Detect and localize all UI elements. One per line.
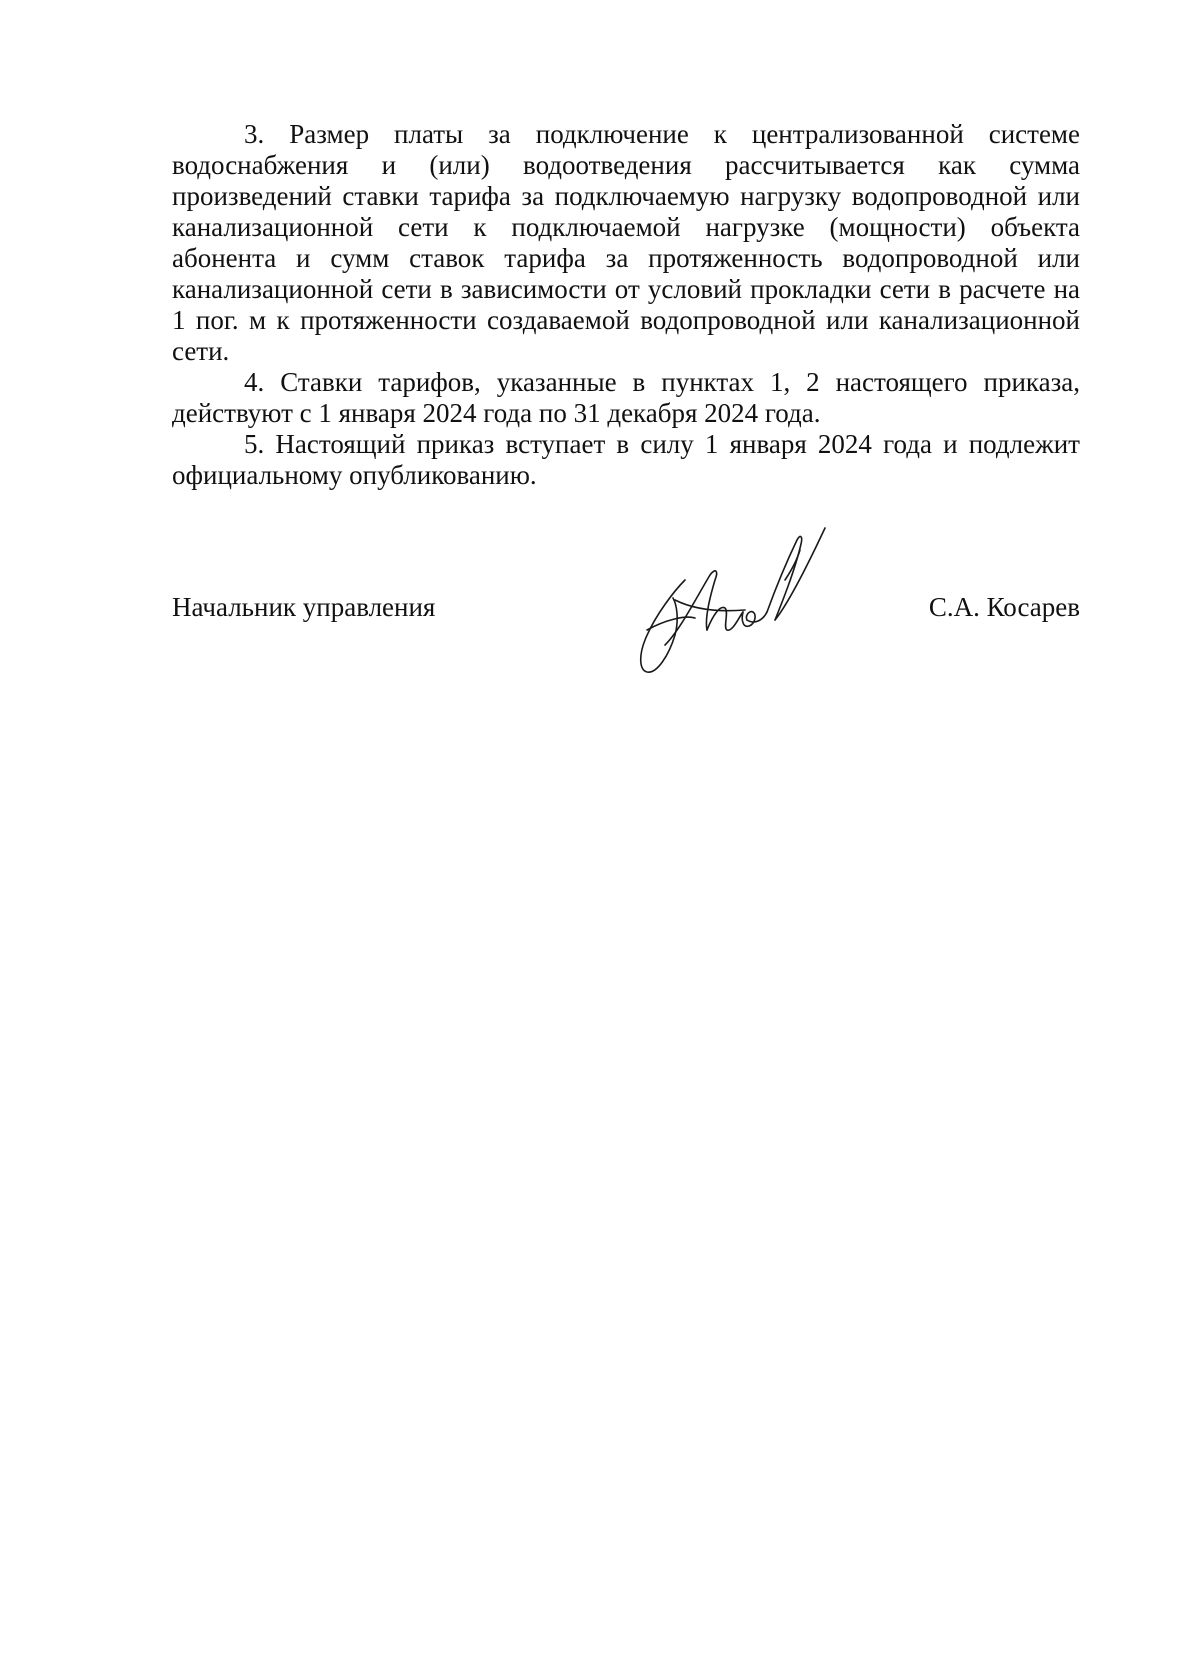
paragraph-5: 5. Настоящий приказ вступает в силу 1 января 2024 года и подлежит официальному опубликованию. <box>172 429 1080 490</box>
position-title: Начальник управления <box>172 592 436 622</box>
document-body <box>172 119 1080 491</box>
signer-name: С.А. Косарев <box>928 592 1080 622</box>
handwritten-signature <box>625 520 855 690</box>
paragraph-4: 4. Ставки тарифов, указанные в пунктах 1, 2 настоящего приказа, действуют с 1 января 2024 года по 31 декабря 2024 года. <box>172 367 1080 428</box>
paragraph-3: 3. Размер платы за подключение к централизованной системе водоснабжения и (или) водоотведения рассчитывается как сумма произведений ставки тарифа за подключаемую нагрузку водопроводной или канализационной сети к подключаемой нагрузке (мощности) объекта абонента и сумм ставок тарифа за протяженность водопроводной или канализационной сети в зависимости от условий прокладки сети в расчете на 1 пог. м к протяженности создаваемой водопроводной или канализационной сети. <box>172 119 1080 366</box>
